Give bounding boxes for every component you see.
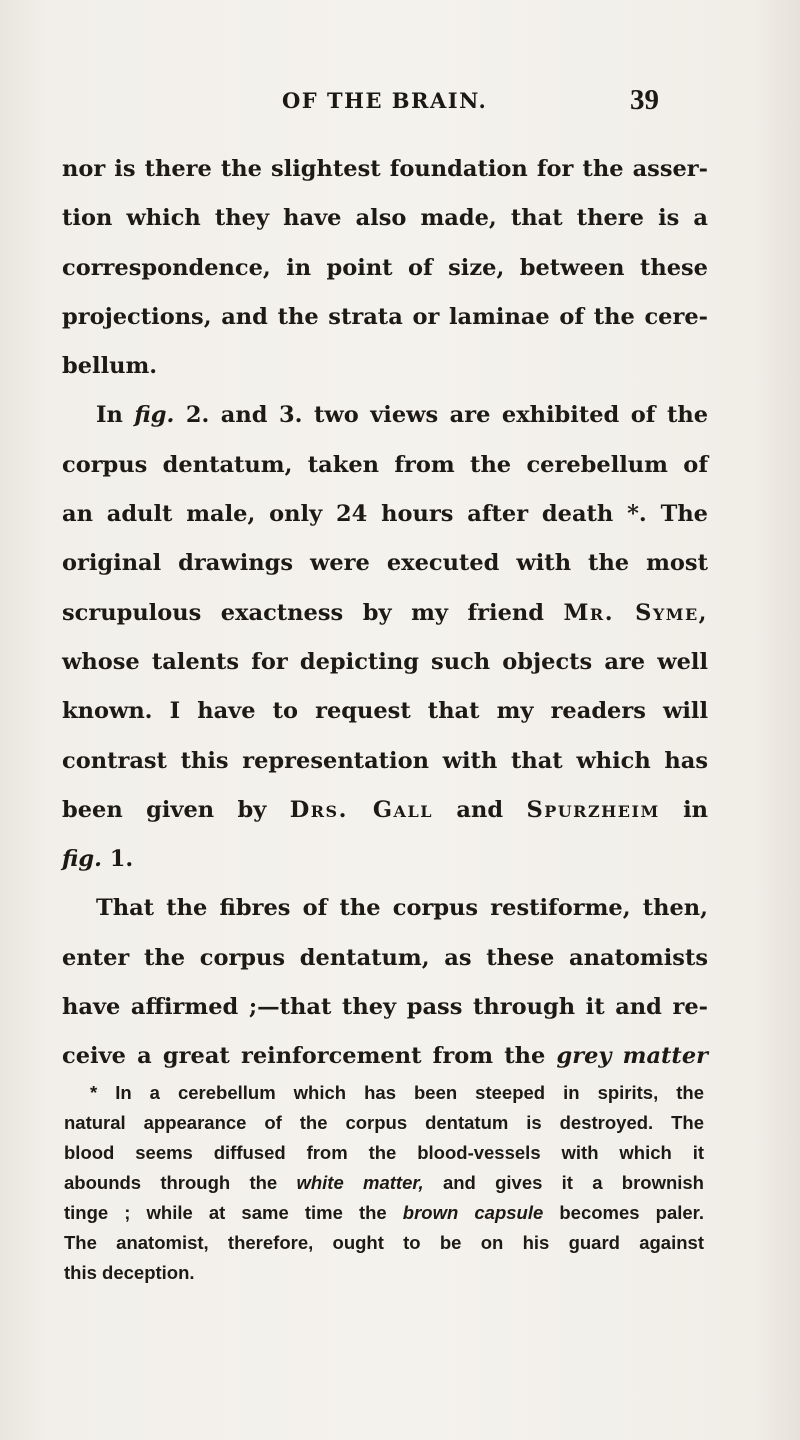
text-line: tion which they have also made, that there is a [62,205,708,232]
text-line [62,391,708,440]
text-run: becomes paler. [543,1202,705,1223]
text-line: known. I have to request that my readers will [62,698,708,725]
text-line: original drawings were executed with the most [62,550,708,577]
text-run: been given by [62,796,290,823]
text-line: contrast this representation with that which has [62,747,708,774]
page-number: 39 [630,84,659,116]
text-run: tinge ; while at same time the [64,1202,403,1223]
text-run: and [432,796,527,823]
fig-reference: fig. [62,846,102,873]
footnote-line [64,1168,704,1198]
text-line [62,1032,708,1081]
text-line: have affirmed ;—that they pass through it and re- [62,994,708,1021]
text-line [62,589,708,638]
text-line: bellum. [62,353,158,380]
text-line: That the fibres of the corpus restiforme, then, [96,895,708,922]
footnote-line: this deception. [64,1262,195,1283]
italic-term: brown capsule [402,1202,544,1223]
person-name: Spurzheim [526,796,660,823]
person-name: Drs. Gall [289,796,433,823]
text-run: and gives it a brownish [423,1172,704,1193]
text-run: abounds through the [64,1172,297,1193]
footnote-line: * In a cerebellum which has been steeped in spirits, the [90,1082,704,1103]
text-line: nor is there the slightest foundation for the asser- [62,156,708,182]
page-header [0,84,800,128]
footnote-line: The anatomist, therefore, ought to be on his guard against [64,1232,704,1253]
text-run: scrupulous exactness by my friend [62,599,564,626]
running-head: OF THE BRAIN. [282,88,488,113]
text-run: 1. [101,846,134,873]
text-line: whose talents for depicting such objects are well [62,648,708,675]
body-text [62,145,708,1082]
fig-reference: fig. [134,402,175,429]
footnote-line: natural appearance of the corpus dentatum is destroyed. The [64,1112,704,1133]
text-run: In [96,402,135,429]
footnote-line [64,1198,704,1228]
text-line: an adult male, only 24 hours after death *. The [62,501,708,528]
italic-term: white matter, [296,1172,424,1193]
text-line: corpus dentatum, taken from the cerebellum of [62,451,708,478]
text-line [62,786,708,835]
text-line: correspondence, in point of size, between these [62,254,708,281]
italic-term: grey matter [556,1043,708,1070]
text-run: 2. and 3. two views are exhibited of the [174,402,709,429]
text-line [62,835,708,884]
person-name: Mr. Syme, [563,599,708,626]
text-line: enter the corpus dentatum, as these anatomists [62,944,708,971]
text-line: projections, and the strata or laminae of the cere- [62,303,708,330]
footnote [64,1078,704,1288]
text-run: in [659,796,708,823]
footnote-line: blood seems diffused from the blood-vessels with which it [64,1142,704,1163]
text-run: ceive a great reinforcement from the [62,1043,557,1070]
